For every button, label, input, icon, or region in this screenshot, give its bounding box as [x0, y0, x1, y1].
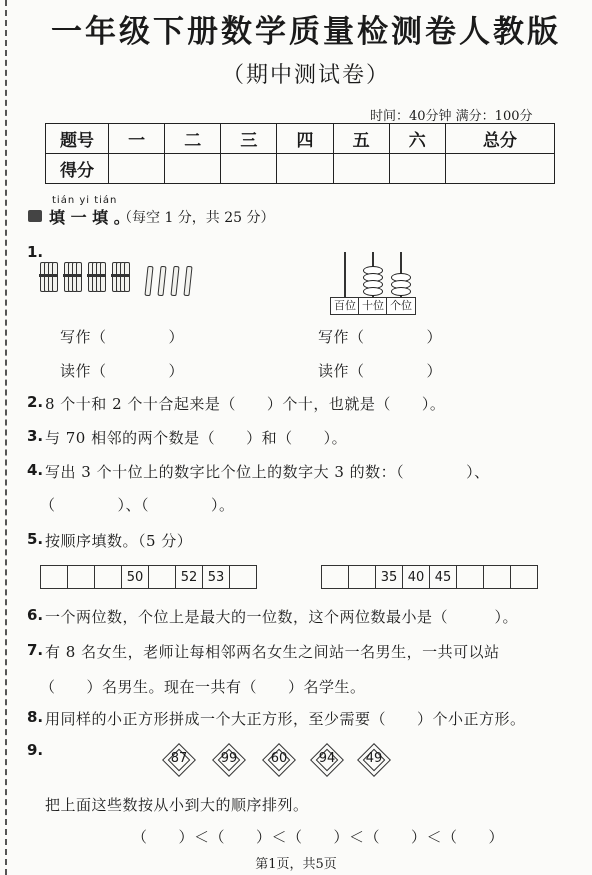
score-header-cell: 题号	[46, 124, 109, 154]
sequence-cell[interactable]	[511, 566, 538, 589]
exam-meta: 时间：40分钟 满分：100分	[370, 109, 533, 124]
q1-write-left[interactable]: 写作（ ）	[60, 328, 185, 346]
score-cell[interactable]	[277, 154, 333, 184]
sequence-cell: 53	[203, 566, 230, 589]
q2-text: 8 个十和 2 个十合起来是（ ）个十，也就是（ ）。	[45, 395, 446, 413]
q6-number: 6.	[27, 606, 44, 624]
score-header-cell: 六	[389, 124, 445, 154]
score-cell[interactable]	[445, 154, 554, 184]
q3-text: 与 70 相邻的两个数是（ ）和（ ）。	[45, 429, 348, 447]
number-diamond: 94	[311, 744, 343, 776]
score-header-cell: 总分	[445, 124, 554, 154]
sequence-row-right	[321, 565, 538, 589]
score-table-header-row	[46, 124, 555, 154]
score-cell[interactable]	[109, 154, 165, 184]
q3-number: 3.	[27, 427, 44, 445]
sequence-cell[interactable]	[68, 566, 95, 589]
q1-number: 1.	[27, 243, 44, 261]
sequence-cell[interactable]	[230, 566, 257, 589]
score-header-cell: 四	[277, 124, 333, 154]
sequence-cell: 40	[403, 566, 430, 589]
sequence-cell[interactable]	[457, 566, 484, 589]
score-header-cell: 三	[221, 124, 277, 154]
page-title: 一年级下册数学质量检测卷人教版	[51, 14, 561, 50]
q9-number: 9.	[27, 741, 44, 759]
abacus-label-ones: 个位	[386, 297, 416, 315]
number-diamond: 87	[163, 744, 195, 776]
q8-number: 8.	[27, 708, 44, 726]
q7-text: 有 8 名女生，老师让每相邻两名女生之间站一名男生，一共可以站	[45, 643, 500, 661]
page-footer: 第1页，共5页	[255, 857, 337, 872]
abacus-label-hundreds: 百位	[330, 297, 360, 315]
cut-line	[5, 0, 7, 875]
q5-text: 按顺序填数。（5 分）	[45, 532, 193, 550]
sequence-cell[interactable]	[149, 566, 176, 589]
sequence-row-left	[40, 565, 257, 589]
section-pinyin: tián yi tián	[52, 195, 118, 206]
abacus-label-tens: 十位	[358, 297, 388, 315]
score-table-score-row	[46, 154, 555, 184]
q9-answer-line[interactable]: （ ）＜（ ）＜（ ）＜（ ）＜（ ）	[132, 828, 505, 846]
number-diamond: 49	[358, 744, 390, 776]
score-cell[interactable]	[333, 154, 389, 184]
sequence-cell[interactable]	[41, 566, 68, 589]
score-header-cell: 五	[333, 124, 389, 154]
score-cell[interactable]	[389, 154, 445, 184]
q2-number: 2.	[27, 393, 44, 411]
score-table	[45, 123, 555, 184]
score-header-cell: 一	[109, 124, 165, 154]
score-cell[interactable]	[221, 154, 277, 184]
sequence-cell: 50	[122, 566, 149, 589]
score-cell[interactable]	[165, 154, 221, 184]
q7-text-line2: （ ）名男生。现在一共有（ ）名学生。	[40, 678, 366, 696]
section-title: 填 一 填 。	[49, 208, 130, 227]
sequence-cell[interactable]	[322, 566, 349, 589]
score-header-cell: 二	[165, 124, 221, 154]
sequence-cell[interactable]	[349, 566, 376, 589]
single-sticks-image	[146, 264, 196, 296]
q7-number: 7.	[27, 641, 44, 659]
q4-text: 写出 3 个十位上的数字比个位上的数字大 3 的数：（ ）、	[45, 463, 490, 481]
q1-read-left[interactable]: 读作（ ）	[60, 362, 185, 380]
number-diamond: 60	[263, 744, 295, 776]
q1-write-right[interactable]: 写作（ ）	[318, 328, 443, 346]
sequence-cell: 52	[176, 566, 203, 589]
number-diamond: 99	[213, 744, 245, 776]
q1-read-right[interactable]: 读作（ ）	[318, 362, 443, 380]
q6-text: 一个两位数，个位上是最大的一位数，这个两位数最小是（ ）。	[45, 608, 519, 626]
q4-number: 4.	[27, 461, 44, 479]
stick-bundles-image	[40, 262, 130, 298]
sequence-cell: 35	[376, 566, 403, 589]
score-row-label: 得分	[46, 154, 109, 184]
sequence-cell[interactable]	[484, 566, 511, 589]
q4-text-line2: （ ）、（ ）。	[40, 496, 235, 514]
section-note: （每空 1 分，共 25 分）	[118, 210, 275, 226]
q5-number: 5.	[27, 530, 44, 548]
section-badge-icon	[28, 210, 42, 222]
q8-text: 用同样的小正方形拼成一个大正方形，至少需要（ ）个小正方形。	[45, 710, 526, 728]
page-subtitle: （期中测试卷）	[221, 63, 390, 88]
sequence-cell[interactable]	[95, 566, 122, 589]
sequence-cell: 45	[430, 566, 457, 589]
q9-instruction: 把上面这些数按从小到大的顺序排列。	[45, 796, 309, 814]
